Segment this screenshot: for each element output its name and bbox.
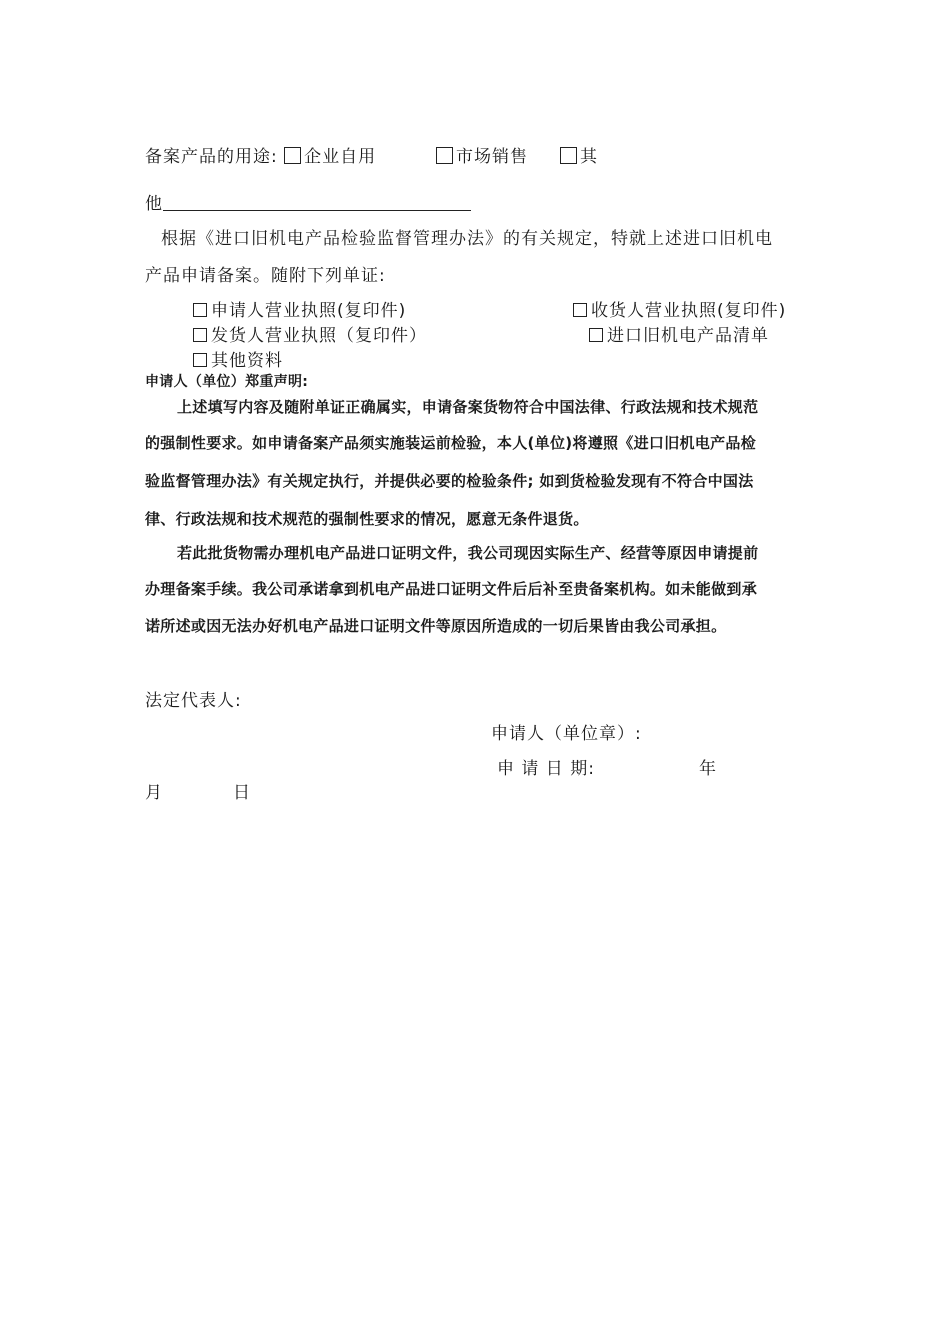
checkbox-market-sales[interactable] [436, 147, 453, 164]
declaration-p1-line: 验监督管理办法》有关规定执行，并提供必要的检验条件; 如到货检验发现有不符合中国法 [145, 472, 754, 490]
usage-other-field[interactable] [163, 194, 471, 211]
attachment-label: 其他资料 [211, 351, 283, 371]
usage-row-other [560, 142, 598, 167]
legal-representative-label: 法定代表人: [145, 691, 242, 711]
usage-other-row [145, 189, 471, 214]
attachment-label: 进口旧机电产品清单 [607, 326, 769, 346]
application-date-label: 申 请 日 期: [497, 759, 595, 779]
date-month-label: 月 [145, 783, 163, 803]
declaration-p1-line: 的强制性要求。如申请备案产品须实施装运前检验，本人(单位)将遵照《进口旧机电产品检 [145, 434, 757, 452]
checkbox-consignee-license[interactable] [573, 303, 587, 317]
usage-option-market-sales: 市场销售 [456, 147, 528, 167]
date-year-label: 年 [699, 759, 717, 779]
applicant-seal-label: 申请人（单位章）: [491, 724, 642, 744]
declaration-p2-line: 办理备案手续。我公司承诺拿到机电产品进口证明文件后后补至贵备案机构。如未能做到承 [145, 580, 758, 598]
usage-option-self-use: 企业自用 [304, 147, 377, 167]
attachment-label: 收货人营业执照(复印件) [591, 301, 787, 321]
usage-option-other: 其 [580, 147, 598, 167]
attachment-item [193, 321, 427, 346]
usage-other-tail: 他 [145, 194, 163, 214]
attachment-label: 发货人营业执照（复印件） [211, 326, 427, 346]
declaration-p2-line: 若此批货物需办理机电产品进口证明文件，我公司现因实际生产、经营等原因申请提前 [177, 544, 759, 562]
date-day-label: 日 [233, 783, 251, 803]
checkbox-shipper-license[interactable] [193, 328, 207, 342]
attachment-item [193, 296, 406, 321]
intro-line-1: 根据《进口旧机电产品检验监督管理办法》的有关规定，特就上述进口旧机电 [161, 229, 773, 249]
checkbox-self-use[interactable] [284, 147, 301, 164]
attachment-item [573, 296, 786, 321]
attachment-label: 申请人营业执照(复印件) [211, 301, 407, 321]
intro-line-2: 产品申请备案。随附下列单证: [145, 266, 386, 286]
usage-row-market [436, 142, 528, 167]
declaration-p1-line: 律、行政法规和技术规范的强制性要求的情况，愿意无条件退货。 [145, 510, 589, 528]
checkbox-product-list[interactable] [589, 328, 603, 342]
usage-row [145, 142, 376, 167]
attachment-item [193, 346, 283, 371]
checkbox-other[interactable] [560, 147, 577, 164]
declaration-p1-line: 上述填写内容及随附单证正确属实，申请备案货物符合中国法律、行政法规和技术规范 [177, 398, 759, 416]
declaration-heading: 申请人（单位）郑重声明: [145, 374, 309, 390]
checkbox-other-docs[interactable] [193, 353, 207, 367]
usage-label: 备案产品的用途: [145, 147, 278, 167]
checkbox-applicant-license[interactable] [193, 303, 207, 317]
attachment-item [589, 321, 769, 346]
declaration-p2-line: 诺所述或因无法办好机电产品进口证明文件等原因所造成的一切后果皆由我公司承担。 [145, 617, 727, 635]
